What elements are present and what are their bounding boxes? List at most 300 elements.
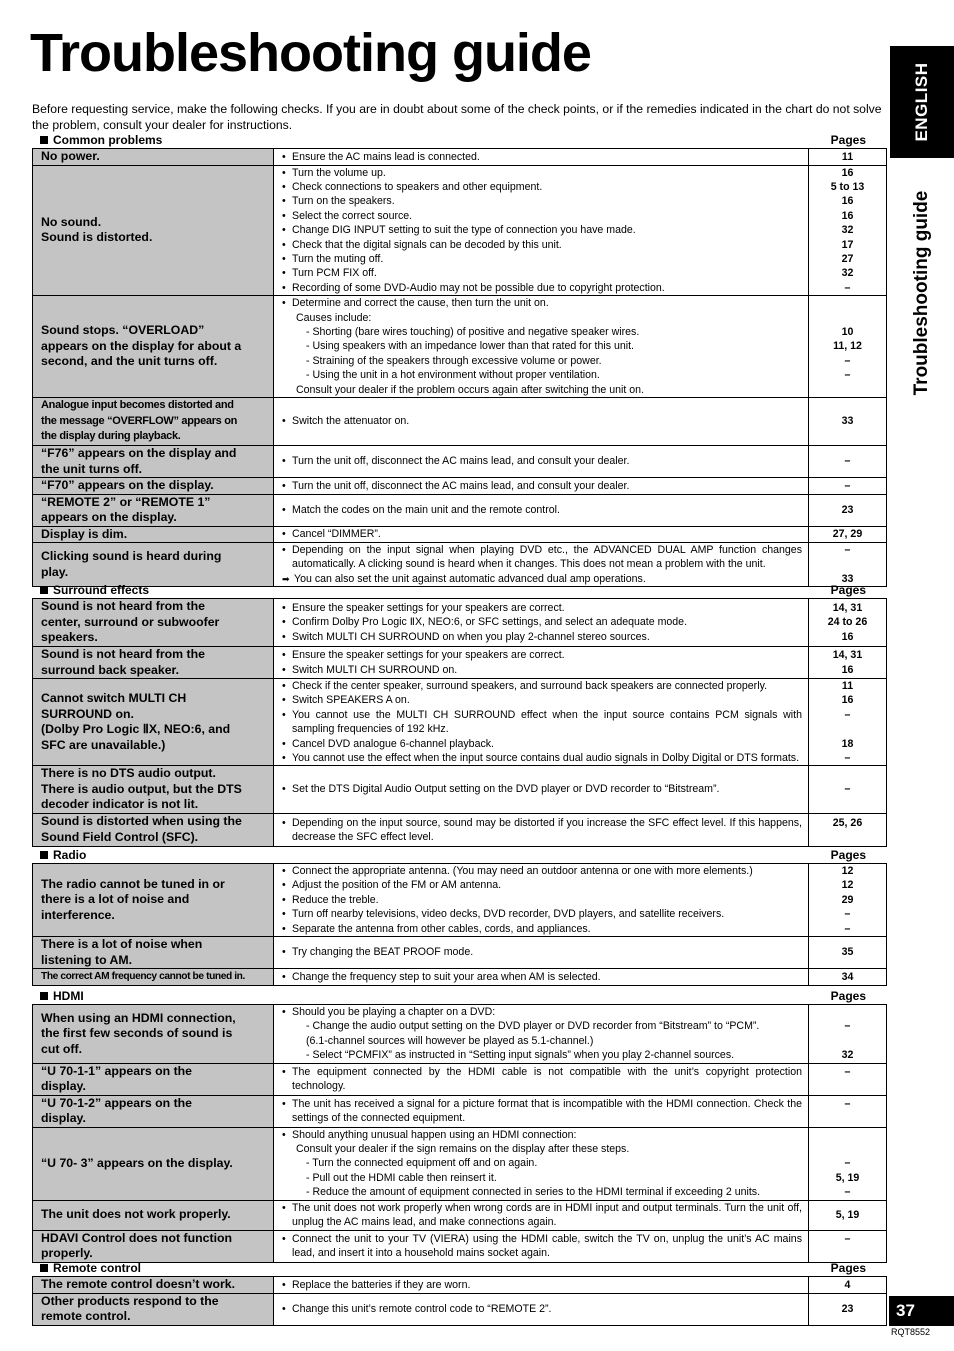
remedy-text: • Ensure the AC mains lead is connected. [282, 150, 802, 164]
pages-cell [809, 1277, 887, 1294]
remedy-cell [274, 766, 809, 814]
pages-cell [809, 937, 887, 969]
problem-text: appears on the display. [41, 510, 177, 524]
table-row [33, 813, 887, 846]
remedy-cell [274, 647, 809, 679]
remedy-cell [274, 864, 809, 937]
remedy-cell [274, 1200, 809, 1230]
square-bullet-icon [40, 992, 48, 1000]
problem-text: the first few seconds of sound is [41, 1026, 233, 1041]
page-ref [809, 830, 886, 844]
pages-cell [809, 1230, 887, 1262]
page-ref: 11 [841, 680, 854, 692]
page-ref: – [844, 783, 851, 796]
remedy-text: • Switch MULTI CH SURROUND on when you play 2-channel stereo sources. [282, 630, 802, 644]
pages-cell [809, 647, 887, 679]
table-row [33, 864, 887, 937]
page-title: Troubleshooting guide [30, 23, 591, 83]
problem-text: Analogue input becomes distorted and [41, 399, 234, 412]
page-ref: 32 [841, 1049, 854, 1062]
page-ref: 5, 19 [835, 1208, 860, 1221]
remedy-text: • Check connections to speakers and other equipment. [282, 180, 802, 194]
problem-text: Sound is distorted. [41, 230, 153, 245]
page-ref: 16 [841, 195, 854, 208]
remedy-text: • Determine and correct the cause, then turn the unit on. [282, 296, 802, 310]
page-ref: 4 [844, 1278, 851, 1291]
table-row [33, 296, 887, 398]
problem-text: When using an HDMI connection, [41, 1010, 236, 1025]
troubleshooting-table [32, 598, 887, 847]
remedy-text: • Change DIG INPUT setting to suit the type of connection you have made. [282, 223, 802, 237]
page-ref: – [844, 1020, 851, 1033]
page-ref: 11 [841, 150, 854, 163]
remedy-text: - Using speakers with an impedance lower than that rated for this unit. [306, 340, 634, 353]
remedy-text: - Change the audio output setting on the DVD player or DVD recorder from “Bitstream” to “PCM”. [306, 1020, 760, 1033]
problem-cell [33, 494, 274, 526]
remedy-cell [274, 1063, 809, 1095]
section-header [32, 848, 886, 862]
problem-cell [33, 599, 274, 647]
problem-text: Cannot switch MULTI CH [41, 691, 187, 706]
remedy-text: • Turn off nearby televisions, video decks, DVD recorder, DVD players, and satellite receivers. [282, 907, 802, 921]
remedy-text: • Adjust the position of the FM or AM antenna. [282, 878, 802, 892]
page-ref [809, 1246, 886, 1260]
remedy-text: • Turn the volume up. [282, 166, 802, 180]
remedy-text: • Select the correct source. [282, 209, 802, 223]
table-row [33, 766, 887, 814]
table-row [33, 937, 887, 969]
page-ref: 16 [841, 663, 854, 676]
problem-text: No power. [41, 149, 100, 163]
pages-cell [809, 766, 887, 814]
remedy-text: - Select “PCMFIX” as instructed in “Setting input signals” when you play 2-channel sources. [306, 1049, 735, 1062]
page-ref: – [844, 708, 851, 721]
remedy-text: • Switch SPEAKERS A on. [282, 693, 802, 707]
pages-cell [809, 165, 887, 296]
pages-cell [809, 478, 887, 495]
page-ref [809, 1005, 886, 1019]
problem-cell [33, 864, 274, 937]
section-label [40, 133, 162, 147]
remedy-text: • Should anything unusual happen using an HDMI connection: [282, 1128, 802, 1142]
table-row [33, 679, 887, 766]
remedy-cell [274, 969, 809, 986]
problem-cell [33, 647, 274, 679]
page-ref: 16 [841, 209, 854, 222]
pages-cell [809, 1005, 887, 1064]
page-ref: 27 [841, 252, 854, 265]
remedy-text: • Turn the muting off. [282, 252, 802, 266]
section-label [40, 989, 84, 1003]
table-row [33, 478, 887, 495]
problem-cell [33, 478, 274, 495]
problem-cell [33, 1127, 274, 1200]
remedy-cell [274, 478, 809, 495]
remedy-text: • The unit does not work properly when wrong cords are in HDMI input and output terminals. Turn the unit off, unplug the AC mains lead, and make connections again. [282, 1201, 802, 1230]
problem-text: Sound is distorted when using the [41, 814, 242, 829]
problem-text: decoder indicator is not lit. [41, 797, 199, 812]
side-title [890, 158, 954, 428]
problem-cell [33, 1095, 274, 1127]
remedy-text: - Using the unit in a hot environment without proper ventilation. [306, 369, 600, 382]
table-row [33, 599, 887, 647]
section-title: Radio [53, 848, 87, 862]
page-ref [809, 1142, 886, 1156]
problem-cell [33, 149, 274, 166]
page-ref [809, 296, 886, 310]
side-title-label: Troubleshooting guide [911, 190, 932, 396]
page-ref: – [844, 1065, 851, 1078]
pages-cell [809, 864, 887, 937]
problem-text: The correct AM frequency cannot be tuned in. [41, 971, 245, 983]
problem-text: The radio cannot be tuned in or [41, 876, 225, 891]
page-ref: 25, 26 [832, 816, 863, 829]
problem-text: surround back speaker. [41, 662, 180, 677]
page-ref: – [844, 1097, 851, 1110]
pages-cell [809, 1063, 887, 1095]
problem-cell [33, 398, 274, 446]
section-label [40, 583, 149, 597]
remedy-text: • Turn PCM FIX off. [282, 266, 802, 280]
page-ref: 10 [841, 325, 854, 338]
page-ref: 16 [841, 166, 854, 179]
page-ref: – [844, 1157, 851, 1170]
pages-cell [809, 599, 887, 647]
troubleshooting-table [32, 1004, 887, 1263]
pages-column-label: Pages [830, 1261, 866, 1275]
page-ref: 17 [841, 238, 854, 251]
pages-cell [809, 1095, 887, 1127]
problem-cell [33, 165, 274, 296]
remedy-text: • Change the frequency step to suit your area when AM is selected. [282, 970, 802, 984]
problem-text: there is a lot of noise and [41, 892, 190, 907]
remedy-text: • Connect the unit to your TV (VIERA) using the HDMI cable, switch the TV on, unplug the unit’s AC mains lead, and insert it into a household mains socket again. [282, 1232, 802, 1261]
table-row [33, 398, 887, 446]
problem-text: “F70” appears on the display. [41, 478, 214, 492]
page-ref: – [844, 1232, 851, 1245]
page-ref: 23 [841, 503, 854, 516]
page-ref [809, 1079, 886, 1093]
remedy-text: • Ensure the speaker settings for your speakers are correct. [282, 601, 802, 615]
remedy-cell [274, 679, 809, 766]
remedy-text: • Cancel DVD analogue 6-channel playback. [282, 737, 802, 751]
pages-column-label: Pages [830, 133, 866, 147]
section-header [32, 583, 886, 597]
pages-cell [809, 969, 887, 986]
pages-cell [809, 296, 887, 398]
problem-text: display. [41, 1111, 86, 1126]
page-ref: – [844, 908, 851, 921]
pages-cell [809, 1200, 887, 1230]
problem-text: “U 70-1-2” appears on the [41, 1095, 193, 1110]
remedy-cell [274, 813, 809, 846]
remedy-cell [274, 599, 809, 647]
problem-cell [33, 1005, 274, 1064]
remedy-cell [274, 494, 809, 526]
remedy-text: • Should you be playing a chapter on a DVD: [282, 1005, 802, 1019]
remedy-cell [274, 1127, 809, 1200]
page-ref: 32 [841, 267, 854, 280]
table-row [33, 647, 887, 679]
page-ref: 33 [841, 415, 854, 428]
problem-cell [33, 1063, 274, 1095]
remedy-text: • Confirm Dolby Pro Logic ⅡX, NEO:6, or SFC settings, and select an adequate mode. [282, 615, 802, 629]
troubleshooting-table [32, 1276, 887, 1326]
problem-text: “U 70- 3” appears on the display. [41, 1155, 233, 1170]
remedy-text: • Turn the unit off, disconnect the AC mains lead, and consult your dealer. [282, 479, 802, 493]
remedy-text: • Recording of some DVD-Audio may not be possible due to copyright protection. [282, 281, 802, 295]
section-label [40, 1261, 141, 1275]
remedy-cell [274, 526, 809, 543]
remedy-text: • Set the DTS Digital Audio Output setting on the DVD player or DVD recorder to “Bitstream”. [282, 782, 802, 796]
remedy-cell [274, 446, 809, 478]
page-ref [809, 1034, 886, 1048]
problem-text: remote control. [41, 1309, 131, 1323]
remedy-text: • Turn on the speakers. [282, 194, 802, 208]
remedy-text: - Pull out the HDMI cable then reinsert it. [306, 1171, 497, 1184]
table-row [33, 494, 887, 526]
problem-text: The remote control doesn’t work. [41, 1277, 236, 1291]
problem-text: Sound is not heard from the [41, 599, 205, 614]
page-ref [809, 722, 886, 736]
remedy-text: • Replace the batteries if they are worn. [282, 1278, 802, 1292]
page-ref [809, 1111, 886, 1125]
document-code: RQT8552 [891, 1327, 931, 1337]
problem-text: second, and the unit turns off. [41, 354, 218, 369]
page-ref: 24 to 26 [827, 616, 868, 629]
problem-text: play. [41, 564, 69, 579]
table-row [33, 1200, 887, 1230]
remedy-text: ➡ You can also set the unit against automatic advanced dual amp operations. [282, 572, 802, 586]
pages-cell [809, 494, 887, 526]
section-title: Common problems [53, 133, 163, 147]
remedy-text: • Check that the digital signals can be decoded by this unit. [282, 238, 802, 252]
remedy-cell [274, 543, 809, 587]
pages-cell [809, 526, 887, 543]
page-ref: – [844, 1186, 851, 1199]
page-ref: – [844, 354, 851, 367]
problem-text: Sound stops. “OVERLOAD” [41, 323, 205, 338]
problem-text: properly. [41, 1246, 93, 1261]
page-ref: 18 [841, 737, 854, 750]
pages-cell [809, 543, 887, 587]
remedy-text: • You cannot use the effect when the input source contains dual audio signals in Dolby Digital or DTS formats. [282, 751, 802, 765]
remedy-text: • The equipment connected by the HDMI cable is not compatible with the unit’s copyright protection technology. [282, 1065, 802, 1094]
problem-text: (Dolby Pro Logic ⅡX, NEO:6, and [41, 722, 231, 737]
problem-text: Sound is not heard from the [41, 647, 205, 661]
section-title: Surround effects [53, 583, 150, 597]
page-ref [809, 311, 886, 325]
remedy-text: - Shorting (bare wires touching) of positive and negative speaker wires. [306, 325, 640, 338]
remedy-text: (6.1-channel sources will however be played as 5.1-channel.) [306, 1034, 594, 1047]
page-ref: 12 [841, 879, 854, 892]
remedy-cell [274, 149, 809, 166]
remedy-cell [274, 937, 809, 969]
intro-text: Before requesting service, make the following checks. If you are in doubt about some of the check points, or if the remedies indicated in the chart do not solve the problem, consult your dealer for instructions. [32, 102, 882, 132]
remedy-cell [274, 1230, 809, 1262]
remedy-text: • Separate the antenna from other cables, cords, and appliances. [282, 922, 802, 936]
table-row [33, 1293, 887, 1325]
page-ref [809, 557, 886, 571]
remedy-cell [274, 1095, 809, 1127]
table-row [33, 526, 887, 543]
remedy-text: • Switch the attenuator on. [282, 414, 802, 428]
problem-cell [33, 446, 274, 478]
section-header [32, 1261, 886, 1275]
pages-column-label: Pages [830, 989, 866, 1003]
page-ref: – [844, 369, 851, 382]
problem-text: “U 70-1-1” appears on the [41, 1063, 193, 1078]
pages-cell [809, 446, 887, 478]
square-bullet-icon [40, 1264, 48, 1272]
problem-text: SURROUND on. [41, 706, 134, 721]
page-ref: 11, 12 [833, 340, 862, 353]
page-ref: 33 [841, 572, 854, 585]
problem-cell [33, 526, 274, 543]
page-ref: 16 [841, 694, 854, 707]
remedy-text: • Check if the center speaker, surround speakers, and surround back speakers are connected properly. [282, 679, 802, 693]
problem-text: “F76” appears on the display and [41, 446, 237, 460]
page-ref: 5, 19 [835, 1171, 860, 1184]
page-ref: 14, 31 [832, 649, 863, 662]
page-ref: – [844, 922, 851, 935]
troubleshooting-table [32, 863, 887, 986]
remedy-text: • Turn the unit off, disconnect the AC mains lead, and consult your dealer. [282, 454, 802, 468]
page-ref: – [844, 479, 851, 492]
remedy-cell [274, 398, 809, 446]
pages-cell [809, 398, 887, 446]
table-row [33, 165, 887, 296]
remedy-cell [274, 1293, 809, 1325]
language-tab-label: ENGLISH [912, 62, 931, 142]
remedy-text: • Ensure the speaker settings for your speakers are correct. [282, 648, 802, 662]
table-row [33, 446, 887, 478]
remedy-text: • Match the codes on the main unit and the remote control. [282, 503, 802, 517]
problem-text: Clicking sound is heard during [41, 549, 222, 564]
problem-text: Sound Field Control (SFC). [41, 829, 199, 844]
remedy-text: • The unit has received a signal for a picture format that is incompatible with the HDMI connection. Check the settings of the connected equipment. [282, 1097, 802, 1126]
problem-text: cut off. [41, 1041, 82, 1056]
problem-cell [33, 1277, 274, 1294]
page-ref: 34 [841, 970, 854, 983]
remedy-text: • Cancel “DIMMER”. [282, 527, 802, 541]
pages-cell [809, 1293, 887, 1325]
table-row [33, 543, 887, 587]
remedy-text: • Depending on the input source, sound may be distorted if you increase the SFC effect level. If this happens, decrease the SFC effect level. [282, 816, 802, 845]
page-ref: 23 [841, 1302, 854, 1315]
section-header [32, 133, 886, 147]
remedy-cell [274, 1277, 809, 1294]
problem-text: “REMOTE 2” or “REMOTE 1” [41, 494, 211, 509]
page-ref [809, 383, 886, 397]
remedy-text: • Connect the appropriate antenna. (You may need an outdoor antenna or one with more elements.) [282, 864, 802, 878]
remedy-text: - Straining of the speakers through excessive volume or power. [306, 354, 602, 367]
problem-cell [33, 1230, 274, 1262]
table-row [33, 1063, 887, 1095]
remedy-text: - Turn the connected equipment off and on again. [306, 1157, 538, 1170]
remedy-text: • Switch MULTI CH SURROUND on. [282, 663, 802, 677]
problem-text: center, surround or subwoofer [41, 614, 220, 629]
page-ref: 5 to 13 [830, 180, 865, 193]
problem-text: appears on the display for about a [41, 338, 242, 353]
page-ref: – [844, 544, 851, 556]
table-row [33, 1127, 887, 1200]
page-ref: 29 [841, 893, 854, 906]
page-ref: – [844, 281, 851, 294]
problem-text: display. [41, 1079, 86, 1094]
pages-cell [809, 679, 887, 766]
problem-text: There is a lot of noise when [41, 937, 203, 952]
problem-cell [33, 679, 274, 766]
pages-cell [809, 1127, 887, 1200]
problem-text: SFC are unavailable.) [41, 737, 166, 752]
problem-text: the message “OVERFLOW” appears on [41, 414, 238, 427]
problem-text: No sound. [41, 214, 102, 229]
problem-text: There is no DTS audio output. [41, 766, 216, 781]
problem-cell [33, 543, 274, 587]
page-ref: 35 [841, 946, 854, 959]
remedy-text: • Depending on the input signal when playing DVD etc., the ADVANCED DUAL AMP function changes automatically. A clicking sound is heard when it changes. This does not mean a problem with the unit. [282, 543, 802, 572]
pages-cell [809, 813, 887, 846]
remedy-text: - Reduce the amount of equipment connected in series to the HDMI terminal if exceeding 2 units. [306, 1186, 761, 1199]
pages-column-label: Pages [830, 583, 866, 597]
page-ref: 27, 29 [832, 528, 863, 541]
section-label [40, 848, 86, 862]
section-title: HDMI [53, 989, 84, 1003]
table-row [33, 1277, 887, 1294]
remedy-cell [274, 165, 809, 296]
remedy-cell [274, 296, 809, 398]
table-row [33, 1095, 887, 1127]
troubleshooting-table [32, 148, 887, 587]
square-bullet-icon [40, 136, 48, 144]
page-ref: 12 [841, 865, 854, 877]
table-row [33, 969, 887, 986]
remedy-text: • Change this unit’s remote control code to “REMOTE 2”. [282, 1302, 802, 1316]
section-header [32, 989, 886, 1003]
section-title: Remote control [53, 1261, 142, 1275]
language-tab [890, 46, 954, 158]
remedy-cell [274, 1005, 809, 1064]
remedy-text: • Reduce the treble. [282, 893, 802, 907]
page-ref: 32 [841, 224, 854, 237]
remedy-text: • Try changing the BEAT PROOF mode. [282, 945, 802, 959]
table-row [33, 149, 887, 166]
problem-text: listening to AM. [41, 952, 133, 967]
problem-text: The unit does not work properly. [41, 1207, 231, 1222]
problem-cell [33, 1200, 274, 1230]
problem-text: the display during playback. [41, 430, 181, 443]
problem-cell [33, 296, 274, 398]
page-ref: – [844, 752, 851, 765]
problem-text: interference. [41, 907, 115, 922]
pages-cell [809, 149, 887, 166]
problem-text: speakers. [41, 630, 98, 645]
page-ref: 14, 31 [832, 601, 863, 614]
problem-cell [33, 1293, 274, 1325]
square-bullet-icon [40, 586, 48, 594]
problem-cell [33, 813, 274, 846]
problem-cell [33, 766, 274, 814]
table-row [33, 1230, 887, 1262]
page-ref: – [844, 455, 851, 468]
problem-text: Display is dim. [41, 526, 128, 541]
problem-text: the unit turns off. [41, 461, 143, 476]
problem-cell [33, 969, 274, 986]
page-ref: 16 [841, 630, 854, 643]
remedy-text: Consult your dealer if the problem occurs again after switching the unit on. [296, 383, 645, 396]
problem-cell [33, 937, 274, 969]
